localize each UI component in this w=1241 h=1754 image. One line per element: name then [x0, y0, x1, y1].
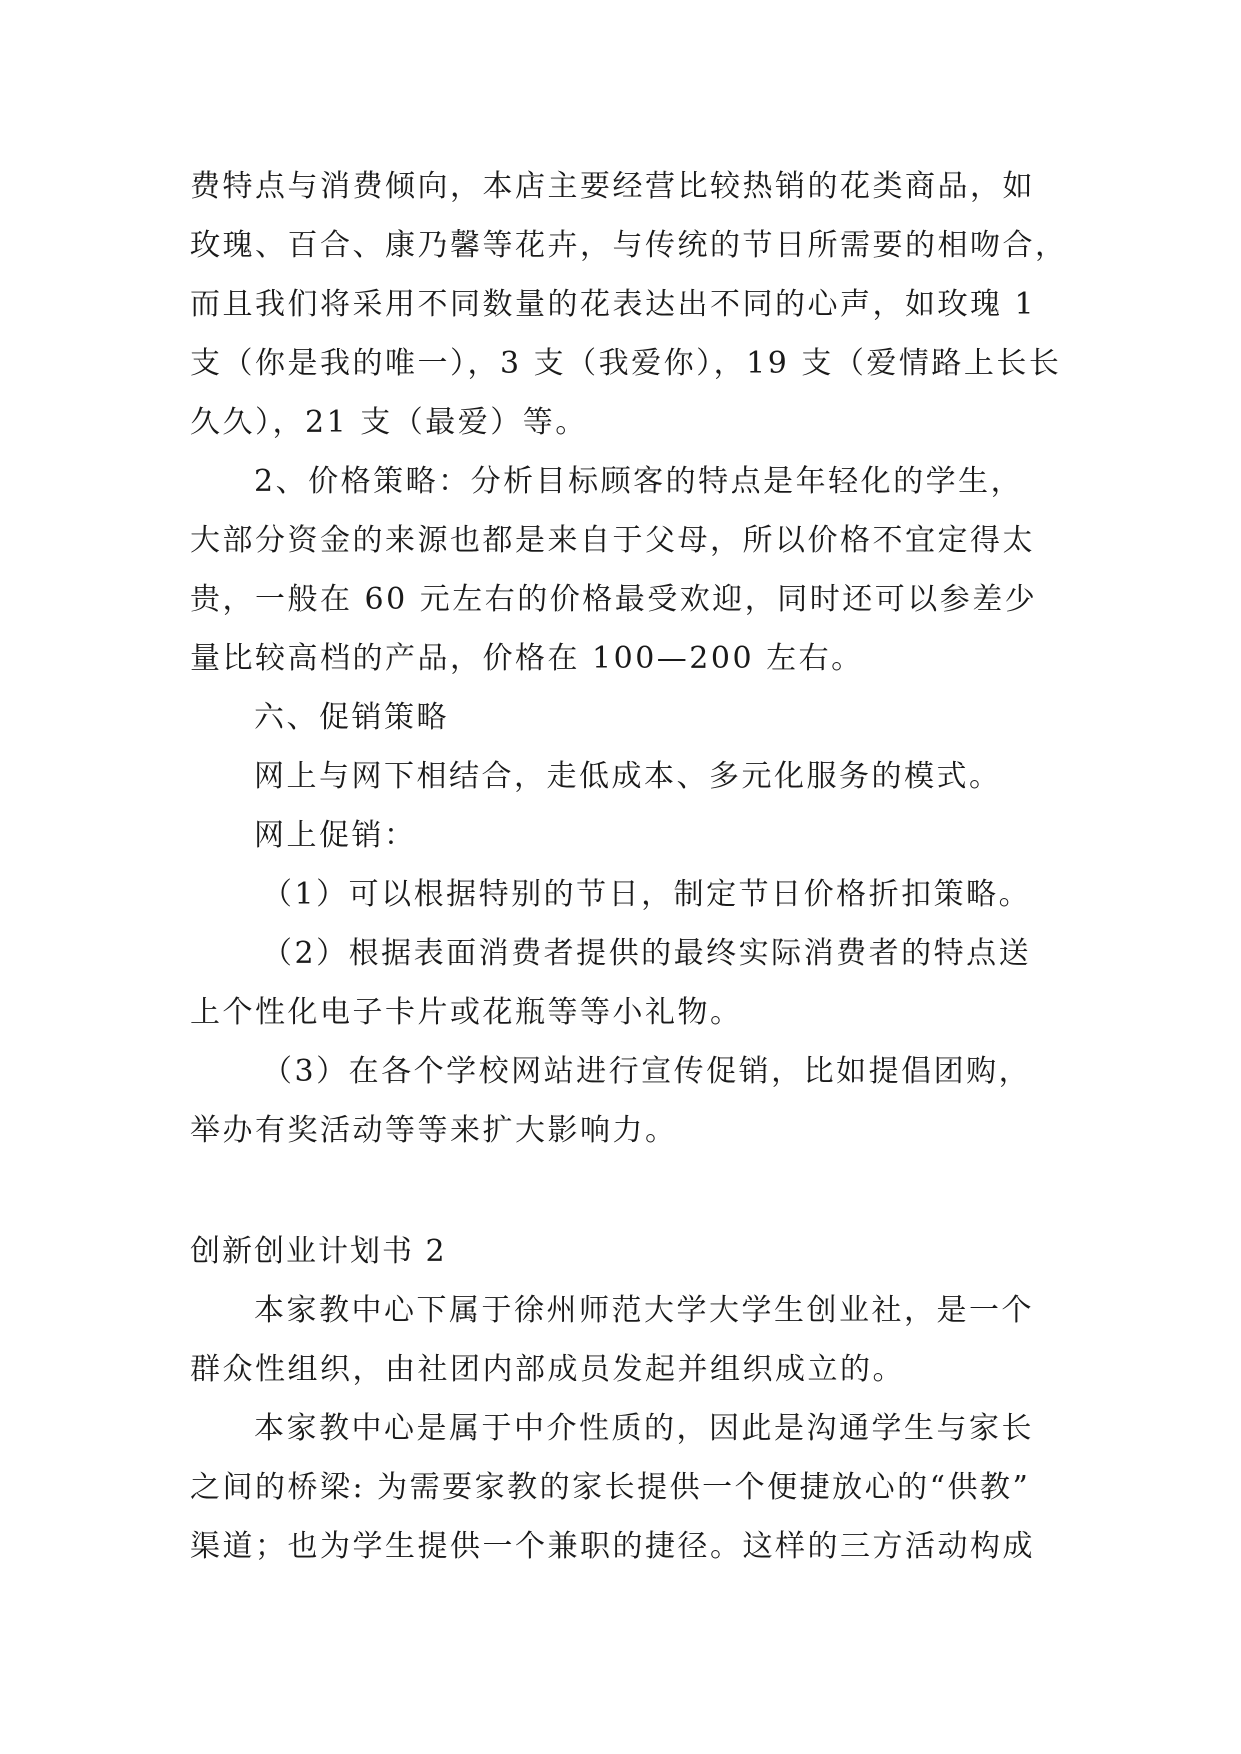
text-line: 本家教中心下属于徐州师范大学大学生创业社，是一个	[254, 1293, 1034, 1328]
text-line: 之间的桥梁: 为需要家教的家长提供一个便捷放心的“供教”	[190, 1470, 1031, 1505]
document-title: 创新创业计划书 2	[190, 1234, 447, 1269]
text-line: 久久），21 支（最爱）等。	[190, 405, 588, 440]
text-line: 贵，一般在 60 元左右的价格最受欢迎，同时还可以参差少	[190, 582, 1038, 617]
text-line: 上个性化电子卡片或花瓶等等小礼物。	[190, 995, 743, 1030]
list-item: （3）在各个学校网站进行宣传促销，比如提倡团购，	[262, 1054, 1032, 1089]
document-body	[190, 157, 1068, 1576]
paragraph-gap	[190, 1160, 1050, 1222]
list-item: （2）根据表面消费者提供的最终实际消费者的特点送	[262, 936, 1032, 971]
text-line: 群众性组织，由社团内部成员发起并组织成立的。	[190, 1352, 905, 1387]
text-line: 本家教中心是属于中介性质的，因此是沟通学生与家长	[254, 1411, 1034, 1446]
list-item: （1）可以根据特别的节日，制定节日价格折扣策略。	[262, 877, 1032, 912]
text-line: 玫瑰、百合、康乃馨等花卉，与传统的节日所需要的相吻合，	[190, 228, 1068, 263]
text-line: 费特点与消费倾向，本店主要经营比较热销的花类商品，如	[190, 169, 1035, 204]
text-line: 大部分资金的来源也都是来自于父母，所以价格不宜定得太	[190, 523, 1035, 558]
section-heading: 六、促销策略	[254, 700, 449, 735]
text-line: 量比较高档的产品，价格在 100—200 左右。	[190, 641, 864, 676]
text-line: 而且我们将采用不同数量的花表达出不同的心声，如玫瑰 1	[190, 287, 1037, 322]
text-line: 举办有奖活动等等来扩大影响力。	[190, 1113, 678, 1148]
text-line: 网上促销：	[254, 818, 417, 853]
text-line: 网上与网下相结合，走低成本、多元化服务的模式。	[254, 759, 1002, 794]
text-line: 渠道；也为学生提供一个兼职的捷径。这样的三方活动构成	[190, 1529, 1035, 1564]
text-line: 2、价格策略：分析目标顾客的特点是年轻化的学生，	[254, 464, 1024, 499]
text-line: 支（你是我的唯一），3 支（我爱你），19 支（爱情路上长长	[190, 346, 1062, 381]
